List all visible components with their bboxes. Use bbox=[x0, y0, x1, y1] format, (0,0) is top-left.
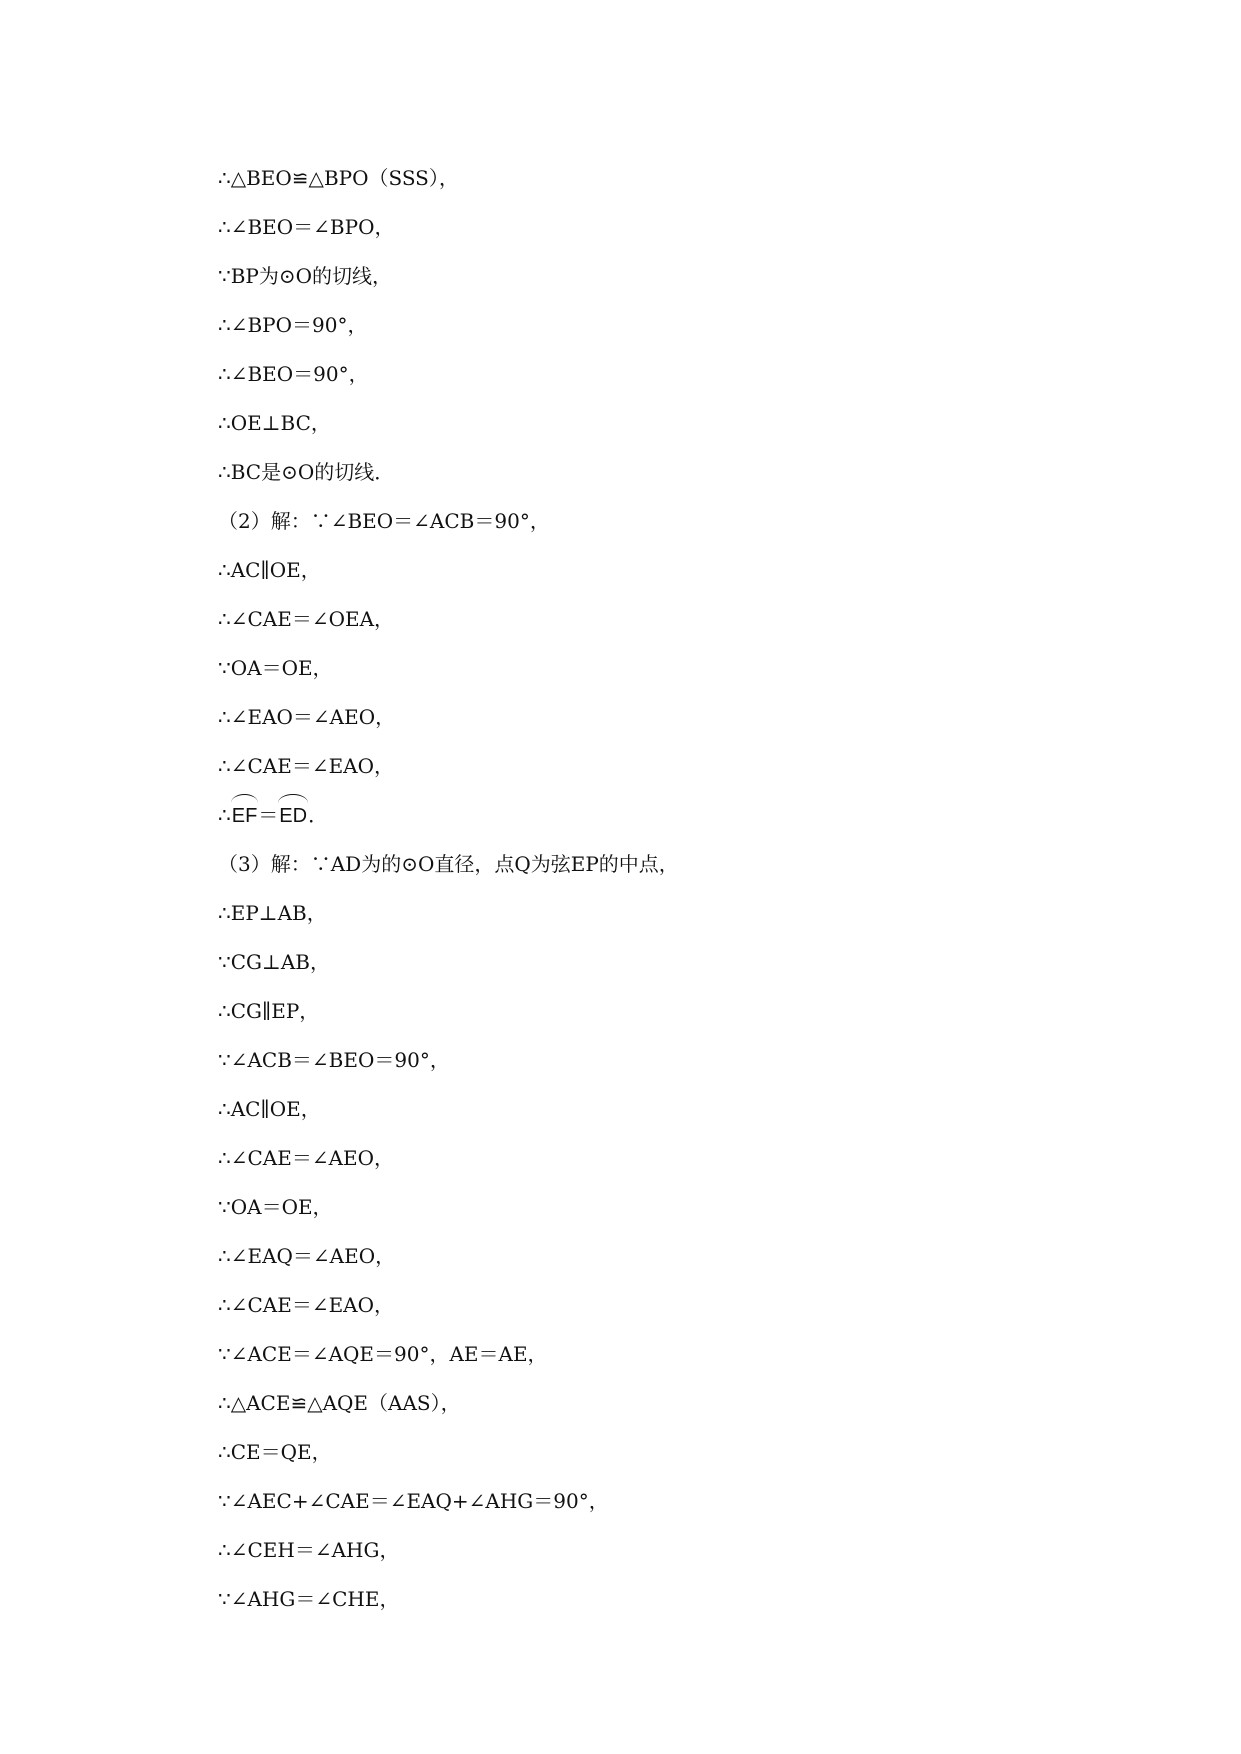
proof-line-22: ∵OA＝OE， bbox=[218, 1195, 333, 1219]
proof-line-27: ∴CE＝QE， bbox=[218, 1440, 332, 1464]
arc-ed: ED bbox=[278, 798, 308, 834]
proof-line-2: ∴∠BEO＝∠BPO， bbox=[218, 215, 395, 239]
proof-line-24: ∴∠CAE＝∠EAO， bbox=[218, 1293, 395, 1317]
proof-line-29: ∴∠CEH＝∠AHG， bbox=[218, 1538, 400, 1562]
proof-line-18: ∴CG∥EP， bbox=[218, 999, 320, 1023]
proof-line-21: ∴∠CAE＝∠AEO， bbox=[218, 1146, 395, 1170]
proof-line-4: ∴∠BPO＝90°， bbox=[218, 313, 368, 337]
proof-line-15: （3）解：∵AD为的⊙O直径，点Q为弦EP的中点， bbox=[218, 852, 679, 876]
proof-line-1: ∴△BEO≌△BPO（SSS）， bbox=[218, 166, 459, 190]
therefore-symbol: ∴ bbox=[218, 803, 231, 827]
proof-line-19: ∵∠ACB＝∠BEO＝90°， bbox=[218, 1048, 450, 1072]
equals-sign: ＝ bbox=[258, 803, 279, 827]
proof-line-7: ∴BC是⊙O的切线． bbox=[218, 460, 395, 484]
proof-line-14-arcs bbox=[218, 797, 1118, 846]
proof-line-5: ∴∠BEO＝90°， bbox=[218, 362, 369, 386]
proof-line-13: ∴∠CAE＝∠EAO， bbox=[218, 754, 395, 778]
proof-line-23: ∴∠EAQ＝∠AEO， bbox=[218, 1244, 396, 1268]
proof-line-10: ∴∠CAE＝∠OEA， bbox=[218, 607, 395, 631]
proof-line-17: ∵CG⊥AB， bbox=[218, 950, 330, 974]
proof-lines bbox=[218, 160, 1118, 1630]
period: ． bbox=[308, 803, 329, 827]
proof-line-26: ∴△ACE≌△AQE（AAS）， bbox=[218, 1391, 461, 1415]
proof-line-16: ∴EP⊥AB， bbox=[218, 901, 327, 925]
proof-line-11: ∵OA＝OE， bbox=[218, 656, 333, 680]
proof-line-8: （2）解：∵∠BEO＝∠ACB＝90°， bbox=[218, 509, 550, 533]
proof-line-3: ∵BP为⊙O的切线， bbox=[218, 264, 393, 288]
arc-ef: EF bbox=[231, 798, 259, 834]
proof-line-12: ∴∠EAO＝∠AEO， bbox=[218, 705, 396, 729]
proof-line-9: ∴AC∥OE， bbox=[218, 558, 321, 582]
proof-line-28: ∵∠AEC+∠CAE＝∠EAQ+∠AHG＝90°， bbox=[218, 1489, 609, 1513]
proof-line-25: ∵∠ACE＝∠AQE＝90°，AE＝AE， bbox=[218, 1342, 548, 1366]
proof-line-30: ∵∠AHG＝∠CHE， bbox=[218, 1587, 400, 1611]
proof-line-20: ∴AC∥OE， bbox=[218, 1097, 321, 1121]
proof-line-6: ∴OE⊥BC， bbox=[218, 411, 331, 435]
